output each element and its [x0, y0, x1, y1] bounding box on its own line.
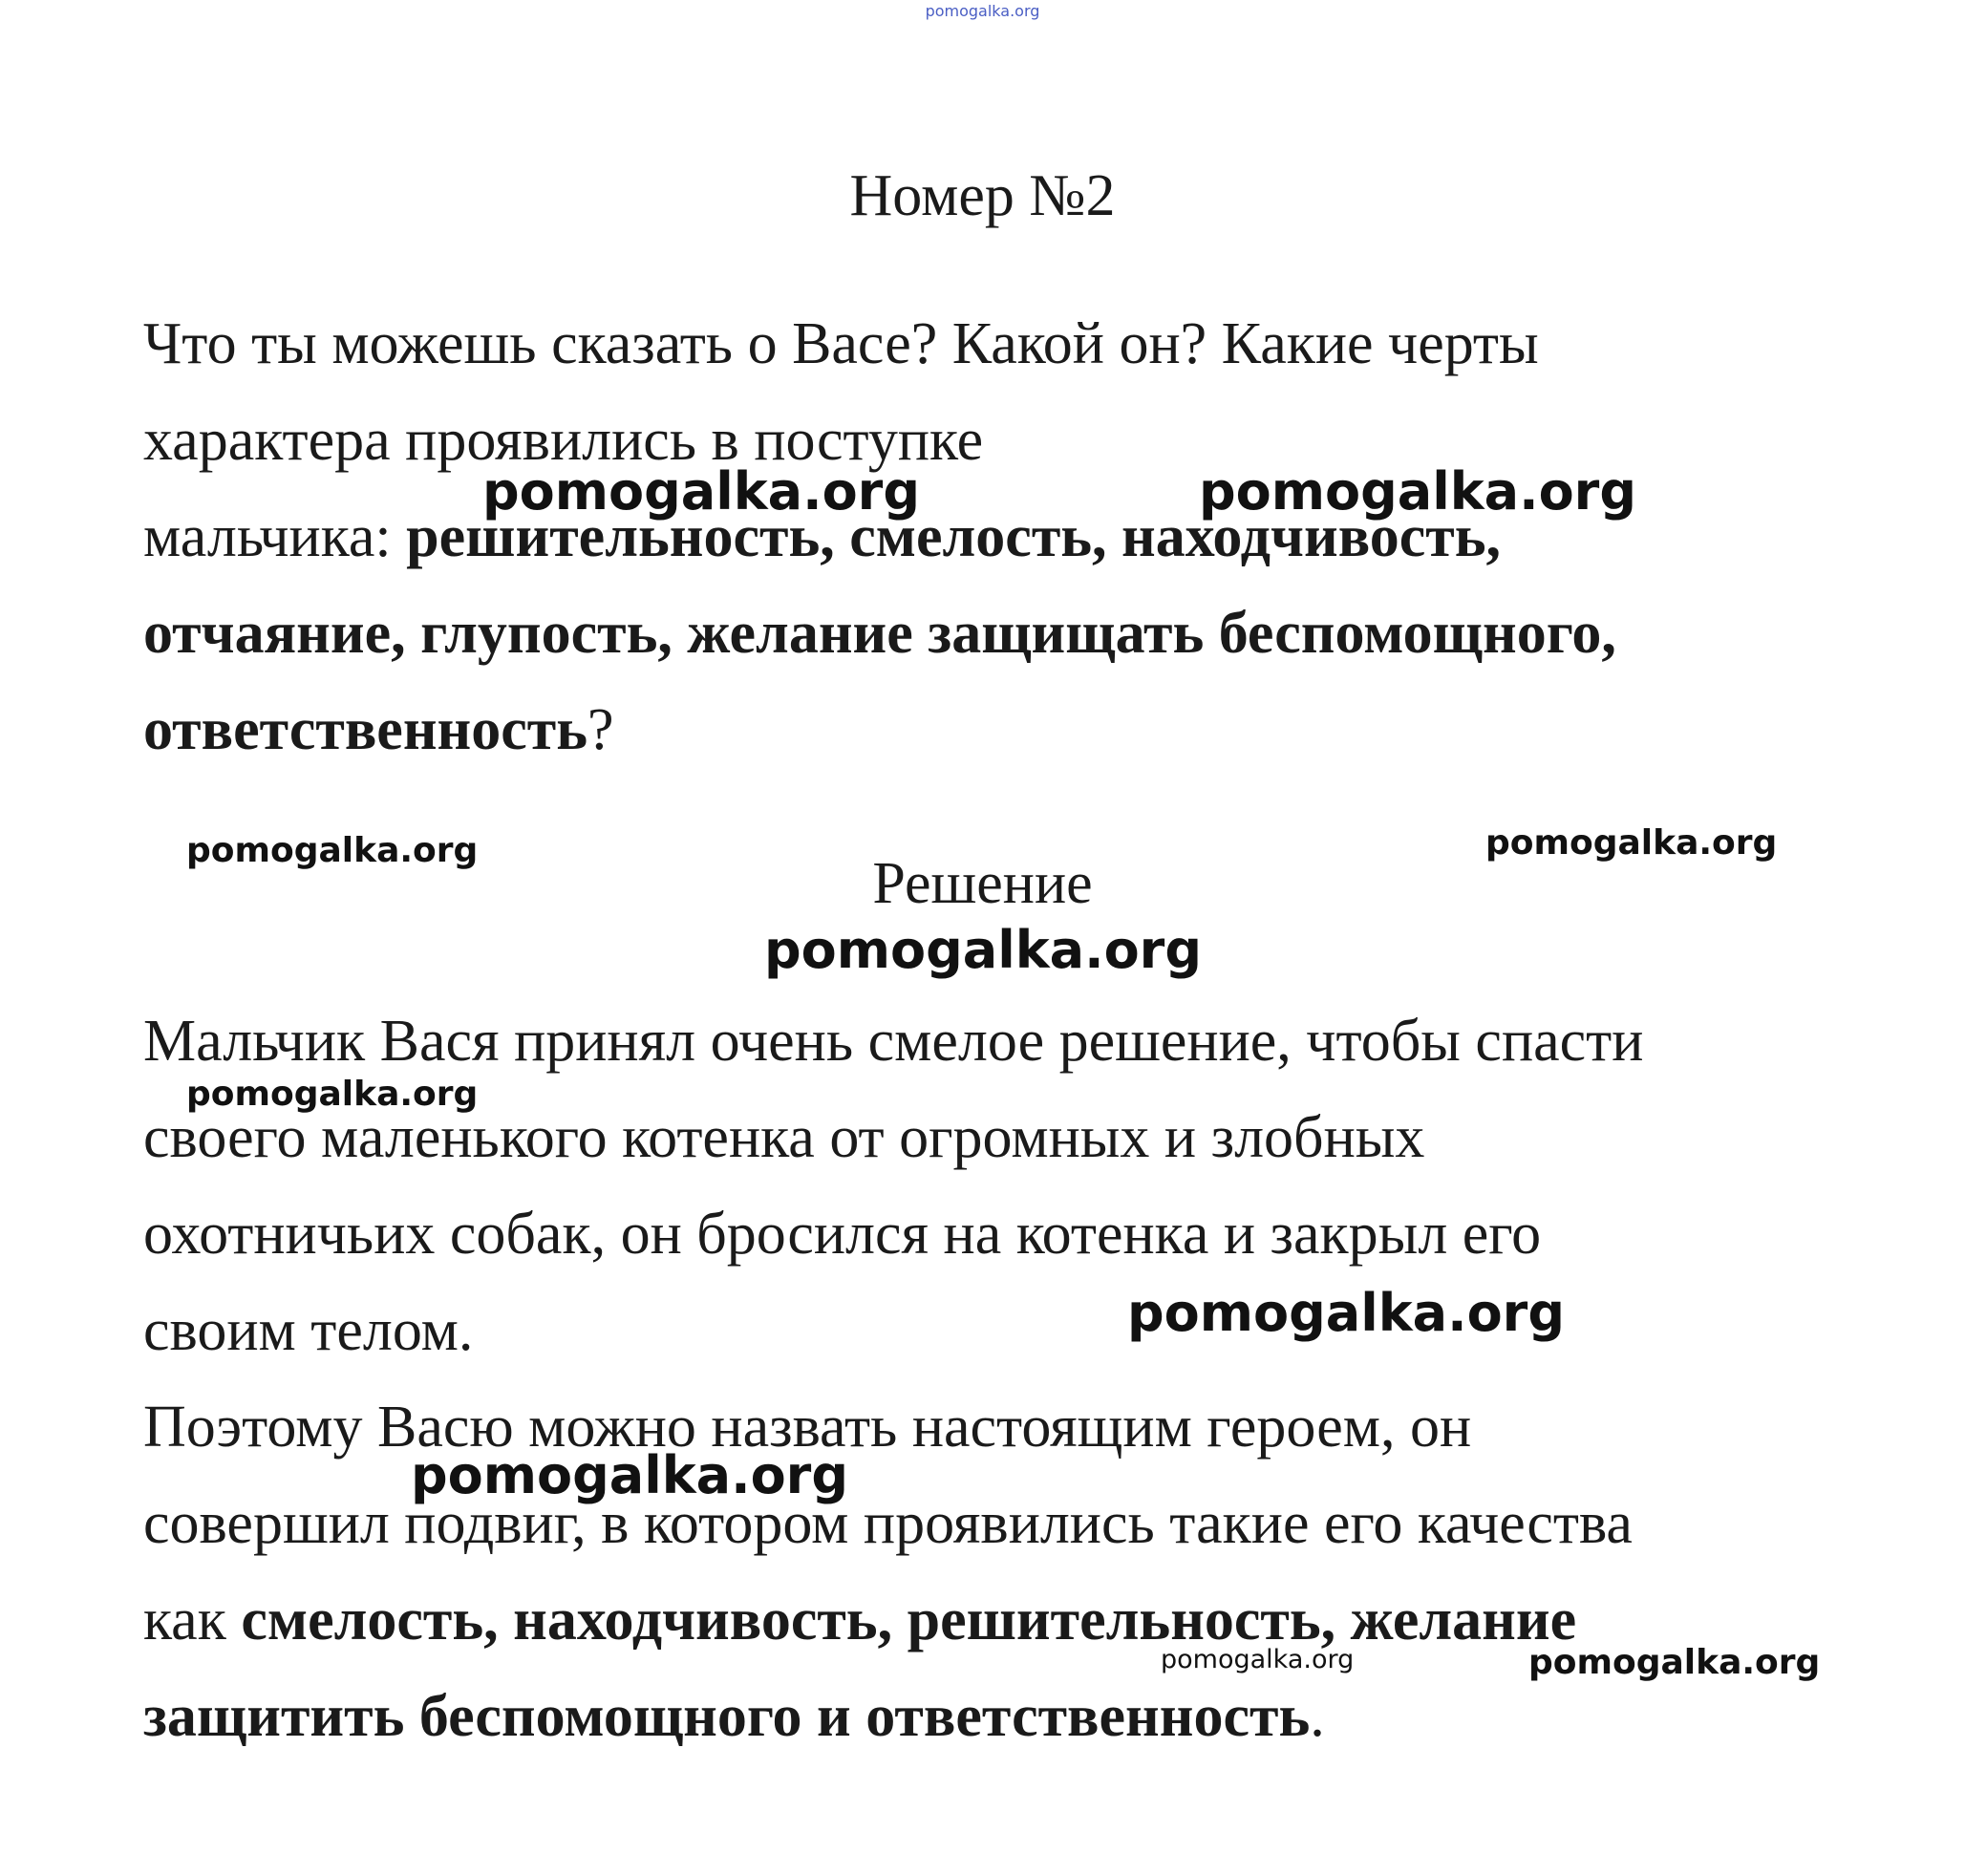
answer-line: охотничьих собак, он бросился на котенка и закрыл его: [143, 1202, 1542, 1267]
site-header-watermark: pomogalka.org: [925, 2, 1040, 20]
answer-line: Мальчик Вася принял очень смелое решение, чтобы спасти: [143, 1009, 1644, 1074]
answer-period: .: [1310, 1684, 1325, 1749]
watermark: pomogalka.org: [1127, 1283, 1565, 1343]
answer-line: своим телом.: [143, 1298, 474, 1363]
page-title: Номер №2: [849, 163, 1116, 228]
question-options: ответственность: [143, 697, 588, 762]
question-options: отчаяние, глупость, желание защищать беспомощного,: [143, 601, 1616, 666]
answer-line: совершил подвиг, в котором проявились такие его качества: [143, 1491, 1633, 1556]
watermark: pomogalka.org: [1528, 1643, 1821, 1682]
watermark: pomogalka.org: [1161, 1645, 1355, 1674]
question-paragraph: [143, 296, 1863, 778]
answer-line: своего маленького котенка от огромных и злобных: [143, 1105, 1425, 1170]
question-line: [143, 682, 1863, 778]
question-options: решительность, смелость, находчивость,: [406, 504, 1502, 569]
solution-heading: Решение: [872, 851, 1093, 916]
watermark: pomogalka.org: [764, 920, 1202, 980]
watermark: pomogalka.org: [1199, 461, 1636, 522]
watermark: pomogalka.org: [1485, 823, 1778, 863]
question-line: Что ты можешь сказать о Васе? Какой он? Какие черты: [143, 311, 1539, 376]
answer-line: Поэтому Васю можно назвать настоящим героем, он: [143, 1395, 1472, 1460]
question-mark: ?: [587, 697, 614, 762]
watermark: pomogalka.org: [186, 1075, 479, 1114]
answer-line: [143, 1669, 1863, 1765]
watermark: pomogalka.org: [186, 831, 479, 870]
question-text: мальчика:: [143, 504, 407, 569]
watermark: pomogalka.org: [482, 461, 920, 522]
watermark: pomogalka.org: [411, 1445, 848, 1505]
answer-text: как: [143, 1588, 242, 1652]
answer-qualities: смелость, находчивость, решительность, желание: [241, 1588, 1577, 1652]
question-line: характера проявились в поступке: [143, 408, 984, 473]
answer-qualities: защитить беспомощного и ответственность: [143, 1684, 1311, 1749]
